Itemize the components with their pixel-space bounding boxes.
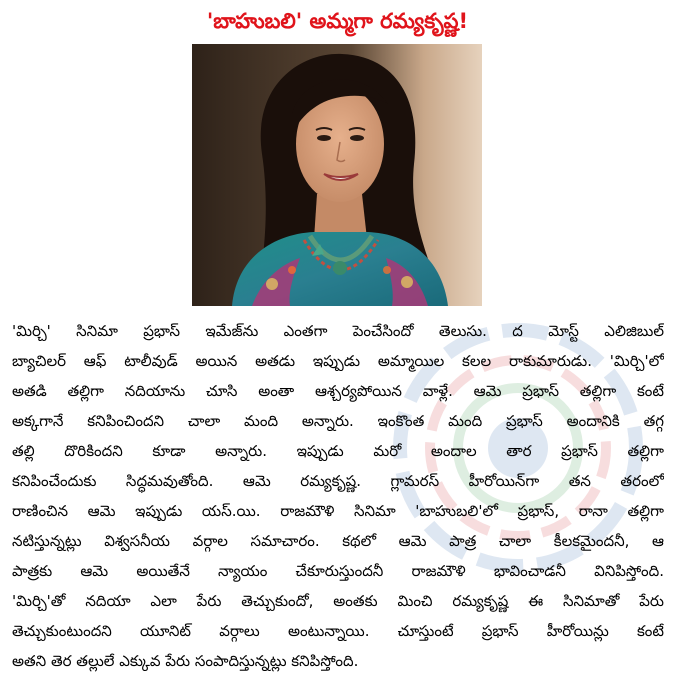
article-line: తల్లి దొరికిందని కూడా అన్నారు. ఇప్పుడు మరో అందాల తార ప్రభాస్ తల్లిగా [12, 442, 664, 460]
article-line: తెచ్చుకుంటుందని యూనిట్ వర్గాలు అంటున్నాయి. చూస్తుంటే ప్రభాస్ హీరోయిన్లు కంటే [12, 622, 664, 640]
article-line: 'మిర్చి' సినిమా ప్రభాస్ ఇమేజ్‌ను ఎంతగా పెంచేసిందో తెలుసు. ద మోస్ట్ ఎలిజిబుల్ [12, 322, 664, 340]
right-eye [350, 135, 364, 141]
article-line: అతడి తల్లిగా నదియాను చూసి అంతా ఆశ్చర్యపోయిన వాళ్లే. ఆమె ప్రభాస్ తల్లిగా కంటే [12, 382, 664, 400]
article-line: కనిపించేందుకు సిద్ధమవుతోంది. ఆమె రమ్యకృష్ణ. గ్లామరస్ హీరోయిన్‌గా తన తరంలో [12, 472, 664, 490]
article-line: అతని తెర తల్లులే ఎక్కువ పేరు సంపాదిస్తున్నట్లు కనిపిస్తోంది. [12, 652, 359, 670]
article-line: నటిస్తున్నట్లు విశ్వసనీయ వర్గాల సమాచారం. కథలో ఆమె పాత్ర చాలా కీలకమైందనీ, ఆ [12, 532, 664, 550]
article-line: బ్యాచిలర్ ఆఫ్ టాలీవుడ్ అయిన అతడు ఇప్పుడు అమ్మాయిల కలల రాకుమారుడు. 'మిర్చి'లో [12, 352, 664, 370]
article-line: 'మిర్చి'తో నదియా ఎలా పేరు తెచ్చుకుందో, అంతకు మించి రమ్యకృష్ణ ఈ సినిమాతో పేరు [12, 592, 664, 610]
portrait-illustration [192, 44, 482, 306]
left-eye [317, 135, 331, 141]
article-body [12, 316, 664, 676]
headline: 'బాహుబలి' అమ్మగా రమ్యకృష్ణ! [206, 9, 469, 33]
photo-ramyakrishna [192, 44, 482, 306]
article-line: అక్కగానే కనిపించిందని చాలా మంది అన్నారు. ఇంకొంత మంది ప్రభాస్ అందానికి తగ్గ [12, 412, 664, 430]
article-line: రాణించిన ఆమె ఇప్పుడు యస్.యి. రాజమౌళి సినిమా 'బాహుబలి'లో ప్రభాస్, రానా తల్లిగా [12, 502, 664, 520]
article-line: పాత్రకు ఆమె అయితేనే న్యాయం చేకూరుస్తుందనీ రాజమౌళి భావించాడనీ వినిపిస్తోంది. [12, 562, 664, 580]
